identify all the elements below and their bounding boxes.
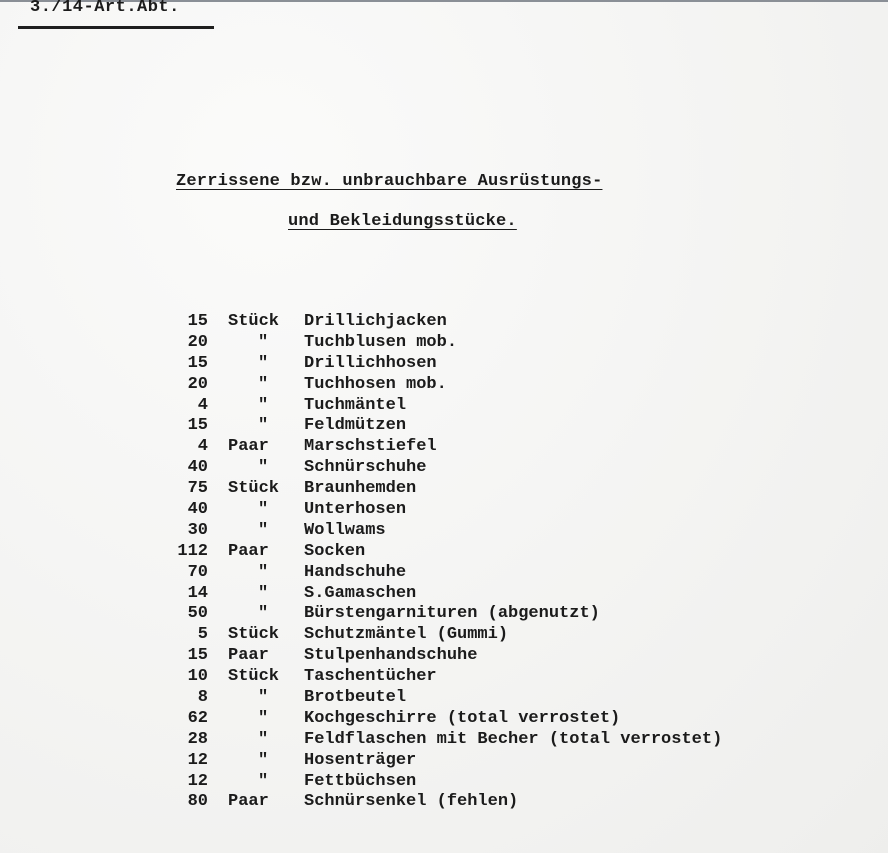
list-item: [160, 479, 860, 500]
item-quantity: 12: [187, 750, 208, 770]
list-item: [160, 604, 860, 625]
list-item: [160, 542, 860, 563]
item-quantity: 20: [187, 332, 208, 352]
item-unit: ": [258, 395, 269, 415]
document-title-line-1: Zerrissene bzw. unbrauchbare Ausrüstungs-: [176, 172, 603, 191]
equipment-list: [160, 312, 860, 813]
item-name: Braunhemden: [304, 479, 417, 499]
item-name: S.Gamaschen: [304, 583, 417, 603]
list-item: [160, 709, 860, 730]
item-quantity: 112: [177, 541, 208, 561]
item-unit: ": [258, 500, 269, 520]
item-unit: Paar: [228, 646, 269, 666]
item-name: Taschentücher: [304, 667, 437, 687]
item-unit: Paar: [228, 792, 269, 812]
item-unit: ": [258, 583, 269, 603]
item-unit: Stück: [228, 625, 280, 645]
item-name: Drillichjacken: [304, 312, 447, 331]
unit-designation: 3./14-Art.Abt.: [30, 0, 180, 17]
item-quantity: 4: [197, 437, 208, 457]
item-quantity: 14: [187, 583, 208, 603]
item-quantity: 28: [187, 729, 208, 749]
item-quantity: 40: [187, 500, 208, 520]
item-name: Tuchblusen mob.: [304, 332, 458, 352]
item-quantity: 5: [197, 625, 208, 645]
list-item: [160, 521, 860, 542]
item-name: Kochgeschirre (total verrostet): [304, 708, 621, 728]
item-quantity: 12: [187, 771, 208, 791]
document-title-line-2: und Bekleidungsstücke.: [288, 212, 517, 231]
item-quantity: 15: [187, 416, 208, 436]
item-name: Fettbüchsen: [304, 771, 417, 791]
item-quantity: 30: [187, 520, 208, 540]
item-unit: ": [258, 458, 269, 478]
item-quantity: 15: [187, 353, 208, 373]
item-unit: ": [258, 520, 269, 540]
list-item: [160, 375, 860, 396]
item-name: Feldflaschen mit Becher (total verrostet): [304, 729, 723, 749]
list-item: [160, 416, 860, 437]
list-item: [160, 437, 860, 458]
item-unit: ": [258, 353, 269, 373]
item-quantity: 10: [187, 667, 208, 687]
item-quantity: 15: [187, 312, 208, 331]
item-unit: ": [258, 416, 269, 436]
item-unit: ": [258, 604, 269, 624]
item-unit: ": [258, 374, 269, 394]
item-name: Marschstiefel: [304, 437, 437, 457]
item-name: Drillichhosen: [304, 353, 437, 373]
item-quantity: 70: [187, 562, 208, 582]
item-unit: ": [258, 771, 269, 791]
item-name: Stulpenhandschuhe: [304, 646, 478, 666]
item-name: Schnürschuhe: [304, 458, 427, 478]
header-underline: [18, 26, 214, 29]
list-item: [160, 396, 860, 417]
list-item: [160, 730, 860, 751]
item-unit: Stück: [228, 479, 280, 499]
item-name: Wollwams: [304, 520, 386, 540]
list-item: [160, 500, 860, 521]
item-unit: ": [258, 688, 269, 708]
item-unit: ": [258, 750, 269, 770]
item-name: Schutzmäntel (Gummi): [304, 625, 509, 645]
list-item: [160, 584, 860, 605]
item-name: Socken: [304, 541, 366, 561]
item-quantity: 80: [187, 792, 208, 812]
item-unit: ": [258, 332, 269, 352]
item-quantity: 4: [197, 395, 208, 415]
item-unit: Stück: [228, 667, 280, 687]
item-name: Schnürsenkel (fehlen): [304, 792, 519, 812]
list-item: [160, 688, 860, 709]
item-unit: Stück: [228, 312, 280, 331]
item-name: Brotbeutel: [304, 688, 407, 708]
list-item: [160, 792, 860, 813]
item-unit: ": [258, 708, 269, 728]
item-name: Feldmützen: [304, 416, 407, 436]
item-unit: ": [258, 562, 269, 582]
item-quantity: 20: [187, 374, 208, 394]
list-item: [160, 458, 860, 479]
item-quantity: 62: [187, 708, 208, 728]
item-name: Unterhosen: [304, 500, 407, 520]
item-unit: Paar: [228, 541, 269, 561]
item-unit: ": [258, 729, 269, 749]
list-item: [160, 312, 860, 333]
item-quantity: 15: [187, 646, 208, 666]
list-item: [160, 751, 860, 772]
item-name: Handschuhe: [304, 562, 407, 582]
list-item: [160, 625, 860, 646]
list-item: [160, 333, 860, 354]
item-name: Bürstengarnituren (abgenutzt): [304, 604, 600, 624]
item-name: Tuchmäntel: [304, 395, 407, 415]
item-name: Tuchhosen mob.: [304, 374, 447, 394]
list-item: [160, 772, 860, 793]
item-unit: Paar: [228, 437, 269, 457]
list-item: [160, 563, 860, 584]
list-item: [160, 667, 860, 688]
list-item: [160, 646, 860, 667]
list-item: [160, 354, 860, 375]
item-quantity: 75: [187, 479, 208, 499]
item-quantity: 40: [187, 458, 208, 478]
item-quantity: 8: [197, 688, 208, 708]
item-quantity: 50: [187, 604, 208, 624]
item-name: Hosenträger: [304, 750, 417, 770]
